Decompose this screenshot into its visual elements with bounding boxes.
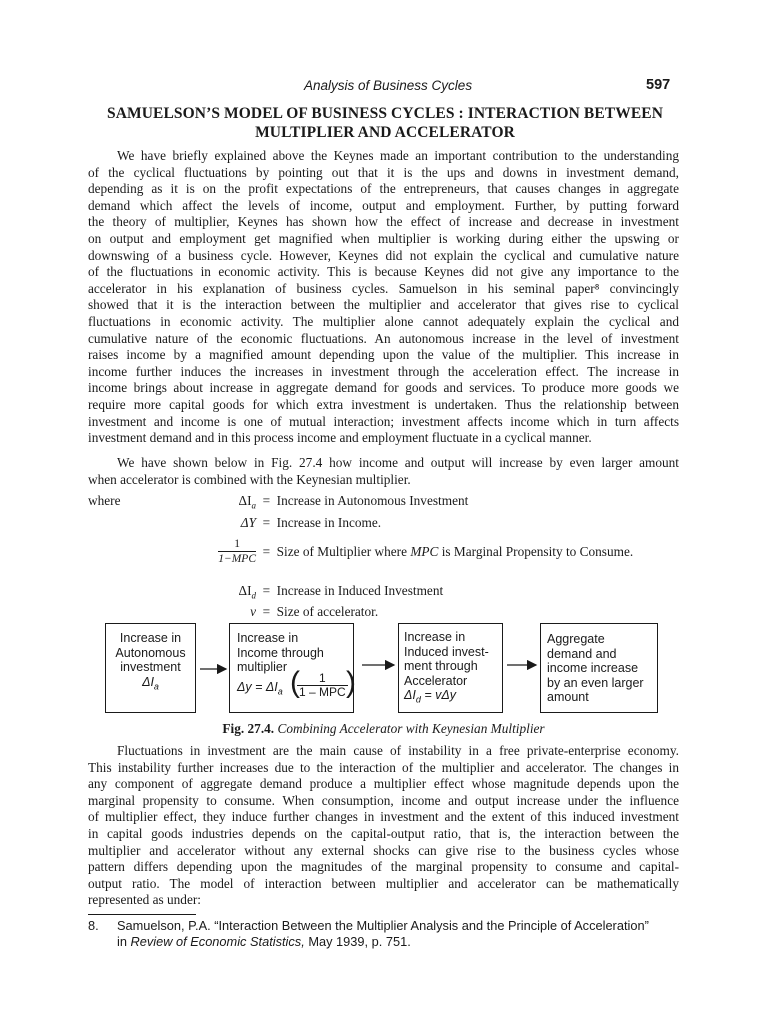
running-title: Analysis of Business Cycles [304,78,473,93]
definition-text: Increase in Autonomous Investment [276,493,469,508]
text-line: output ratio. The model of interaction between multiplier and accelerator can be mathematically [88,875,679,891]
definition-text: Increase in Income. [276,515,382,530]
figure-caption: Fig. 27.4. Combining Accelerator with Keynesian Multiplier [222,721,545,736]
footnote [88,918,688,950]
text-line: downswing of a business cycle. However, Keynes did not explain the cyclical and cumulative nature [88,247,679,263]
section-title-line: SAMUELSON’S MODEL OF BUSINESS CYCLES : INTERACTION BETWEEN [106,105,664,122]
body-paragraph-3 [88,743,679,909]
definition-symbol: ΔY [240,515,256,530]
flow-box-multiplier: Increase in Income through multiplier $\Delta y = \Delta I_a$ ( 1 1 – MPC ) [229,623,354,713]
text-line: on output and employment get magnified when multiplier is working during either the upswing or [88,230,679,246]
text-line: accelerator in his explanation of business cycles. Samuelson in his seminal paper⁸ convincingly [88,280,679,296]
definition-row: $\Delta I_d$ = Increase in Induced Investment [176,583,443,601]
text-line: We have briefly explained above the Keynes made an important contribution to the understanding [117,148,679,163]
footnote-number: 8. [88,918,99,933]
text-line: raises income by a magnified amount depending upon the value of the multiplier. This increase in [88,347,679,363]
text-line: in capital goods industries depends on the capital-output ratio, that is, the interaction between the [88,825,679,841]
text-line: of multiplier effect, they induce further changes in investment and the extent of this induced investment [88,809,679,825]
text-line: income brings about increase in aggregate demand for goods and services. To produce more goods we [88,380,679,396]
text-line: marginal propensity to consume. When consumption, income and output increase under the influence [88,792,679,808]
definition-text: Increase in Induced Investment [276,583,444,598]
text-line: of the cyclical fluctuations by pointing out that it is the ups and downs in investment demand, [88,164,679,180]
section-title-line: MULTIPLIER AND ACCELERATOR [255,124,515,141]
text-line: cumulative nature of the economic fluctuations. An autonomous increase in the level of investment [88,330,679,346]
text-line: We have shown below in Fig. 27.4 how income and output will increase by even larger amount [117,455,679,470]
text-line: depending as it is on the profit expectations of the entrepreneurs, that causes changes in aggregate [88,181,679,197]
text-line: This instability further increases due to the interaction of the multiplier and accelerator. The changes in [88,759,679,775]
text-line: showed that it is the interaction between the multiplier and accelerator that gives rise to cyclical [88,297,679,313]
flow-box-autonomous-investment: Increase in Autonomous investment $\Delta I_a$ [105,623,196,713]
text-line: fluctuations in economic activity. The multiplier alone cannot adequately explain the cyclical and [88,313,679,329]
text-line: investment demand and in this process income and employment fluctuate in a cyclical manner. [88,430,592,446]
definition-symbol: $\Delta I_a$ [238,493,256,511]
definition-text: Size of Multiplier where MPC is Marginal Propensity to Consume. [276,544,634,559]
flow-box-aggregate-demand: Aggregate demand and income increase by an even larger amount [540,623,658,713]
text-line: any component of aggregate demand produce a multiplier effect whose magnitude depends upon the [88,776,679,792]
text-line: Fluctuations in investment are the main cause of instability in a free private-enterprise economy. [117,743,679,758]
definition-row: $\frac{1}{\text{1−MPC}}$ = Size of Multiplier where MPC is Marginal Propensity to Consume. [176,537,633,566]
text-line: represented as under: [88,892,201,908]
definition-row: $\Delta I_a$ = Increase in Autonomous Investment [176,493,468,511]
text-line: investment and income is one of mutual interaction; investment affects income which in turn affects [88,413,679,429]
text-line: the theory of multiplier, Keynes has shown how the effect of increase and decrease in investment [88,214,679,230]
text-line: of the fluctuations in economic activity. This is because Keynes did not give any importance to the [88,264,679,280]
text-line: multiplier and accelerator without any external shocks can give rise to the business cycles whose [88,842,679,858]
definition-symbol: $\Delta I_d$ [238,583,256,601]
footnote-text: Samuelson, P.A. “Interaction Between the Multiplier Analysis and the Principle of Acceleration” in Review of Economic Statistics, May 1939, p. 751. [117,918,649,949]
definition-row: ΔY = Increase in Income. [176,515,381,531]
footnote-rule [88,914,196,915]
text-line: pattern differs depending upon the magnitudes of the marginal propensity to consume and capital- [88,859,679,875]
multiplier-fraction: $\frac{1}{\text{1−MPC}}$ [218,538,256,565]
definition-row: v = Size of accelerator. [176,604,378,620]
page-number: 597 [646,77,671,93]
where-label: where [88,493,121,508]
flow-box-accelerator: Increase in Induced invest- ment through Accelerator $\Delta I_d = v\Delta y$ [398,623,503,713]
text-line: require more capital goods for which extra investment is undertaken. Thus the relationship between [88,396,679,412]
text-line: demand which affect the levels of income, output and employment. Further, by putting forward [88,197,679,213]
text-line: income further induces the increases in investment through the acceleration effect. The increase in [88,363,679,379]
definition-symbol: v [250,604,256,619]
text-line: when accelerator is combined with the Keynesian multiplier. [88,471,411,487]
definition-text: Size of accelerator. [276,604,379,619]
